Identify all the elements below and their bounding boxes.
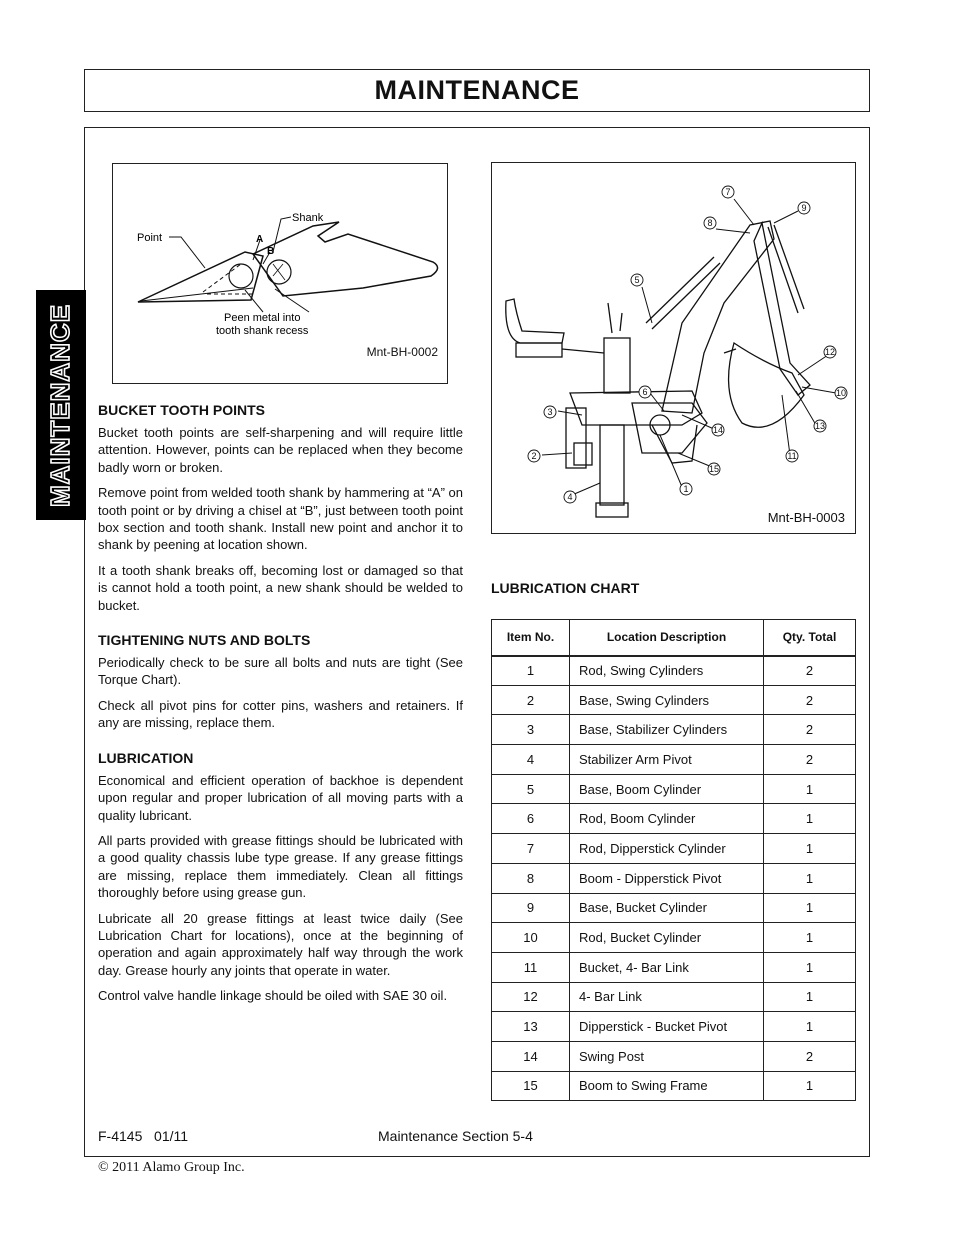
location-cell: Rod, Dipperstick Cylinder [570, 834, 764, 864]
page-title: MAINTENANCE [374, 75, 580, 105]
figure-id: Mnt-BH-0003 [767, 510, 845, 525]
callout-4: 4 [567, 492, 573, 502]
item-number-cell: 1 [492, 656, 570, 686]
item-number-cell: 5 [492, 774, 570, 804]
quantity-cell: 1 [764, 1012, 856, 1042]
paragraph: Periodically check to be sure all bolts and nuts are tight (See Torque Chart). [98, 655, 463, 688]
paragraph: Bucket tooth points are self-sharpening and will require little attention. However, points can be replaced when they become badly worn or broken. [98, 425, 463, 475]
lubrication-chart-title: LUBRICATION CHART [491, 580, 640, 596]
table-row [492, 685, 856, 715]
copyright: © 2011 Alamo Group Inc. [98, 1160, 245, 1175]
label-b: B [267, 246, 275, 257]
table-row [492, 1012, 856, 1042]
location-cell: Dipperstick - Bucket Pivot [570, 1012, 764, 1042]
location-cell: Base, Swing Cylinders [570, 685, 764, 715]
table-row [492, 1071, 856, 1101]
quantity-cell: 1 [764, 952, 856, 982]
section-heading-tightening: TIGHTENING NUTS AND BOLTS [98, 632, 311, 649]
location-cell: Bucket, 4- Bar Link [570, 952, 764, 982]
location-cell: Boom to Swing Frame [570, 1071, 764, 1101]
location-cell: 4- Bar Link [570, 982, 764, 1012]
lubrication-table [491, 619, 856, 1101]
table-row [492, 982, 856, 1012]
item-number-cell: 8 [492, 863, 570, 893]
callout-6: 6 [642, 387, 648, 397]
paragraph: Lubricate all 20 grease fittings at least twice daily (See Lubrication Chart for locations), once at the beginning of operation and again approximately half way through the work day. Grease hourly any joints that operate in water. [98, 910, 463, 978]
location-cell: Rod, Swing Cylinders [570, 656, 764, 686]
label-a: A [256, 234, 264, 245]
table-row [492, 863, 856, 893]
location-cell: Swing Post [570, 1041, 764, 1071]
paragraph: Control valve handle linkage should be oiled with SAE 30 oil. [98, 988, 448, 1004]
callout-8: 8 [707, 218, 713, 228]
paragraph: All parts provided with grease fittings should be lubricated with a good quality chassis lube type grease. If any grease fittings are missing, replace them immediately. Clean all fittings thoroughly before using grease gun. [98, 832, 463, 901]
label-peen-2: tooth shank recess [216, 325, 309, 337]
page-header [84, 69, 870, 112]
table-row [492, 656, 856, 686]
paragraph: Economical and efficient operation of backhoe is dependent upon regular and proper lubrication of all moving parts with a quality lubricant. [98, 772, 463, 823]
backhoe-diagram [492, 163, 857, 535]
tooth-figure [112, 163, 448, 384]
quantity-cell: 1 [764, 923, 856, 953]
section-heading-bucket-tooth: BUCKET TOOTH POINTS [98, 402, 265, 418]
quantity-cell: 2 [764, 715, 856, 745]
table-row [492, 952, 856, 982]
section-side-tab [36, 290, 86, 520]
column-header: Qty. Total [764, 620, 856, 656]
item-number-cell: 14 [492, 1041, 570, 1071]
item-number-cell: 10 [492, 923, 570, 953]
table-row [492, 834, 856, 864]
quantity-cell: 1 [764, 834, 856, 864]
paragraph: Remove point from welded tooth shank by hammering at “A” on tooth point or by driving a chisel at “B”, just between tooth point box section and tooth shank. Install new point and anchor it to shank by peening at location shown. [98, 485, 463, 553]
callout-11: 11 [787, 451, 797, 461]
callout-10: 10 [835, 388, 847, 398]
callout-9: 9 [801, 203, 807, 213]
left-column [98, 402, 463, 1013]
callout-13: 13 [814, 421, 826, 431]
callout-2: 2 [531, 451, 537, 461]
table-row [492, 893, 856, 923]
location-cell: Base, Bucket Cylinder [570, 893, 764, 923]
item-number-cell: 6 [492, 804, 570, 834]
quantity-cell: 1 [764, 1071, 856, 1101]
location-cell: Base, Stabilizer Cylinders [570, 715, 764, 745]
location-cell: Boom - Dipperstick Pivot [570, 863, 764, 893]
location-cell: Stabilizer Arm Pivot [570, 745, 764, 775]
callout-1: 1 [683, 484, 689, 494]
callout-7: 7 [725, 187, 731, 197]
item-number-cell: 7 [492, 834, 570, 864]
table-row [492, 1041, 856, 1071]
table-body [492, 656, 856, 1101]
document-code: F-4145 01/11 [98, 1128, 189, 1144]
item-number-cell: 3 [492, 715, 570, 745]
label-point: Point [137, 232, 163, 244]
figure-id: Mnt-BH-0002 [366, 345, 438, 359]
item-number-cell: 12 [492, 982, 570, 1012]
item-number-cell: 13 [492, 1012, 570, 1042]
column-header: Location Description [570, 620, 764, 656]
quantity-cell: 1 [764, 893, 856, 923]
label-shank: Shank [292, 212, 324, 224]
quantity-cell: 1 [764, 774, 856, 804]
table-row [492, 745, 856, 775]
table-header-row [492, 620, 856, 656]
column-header: Item No. [492, 620, 570, 656]
quantity-cell: 2 [764, 1041, 856, 1071]
backhoe-figure [491, 162, 856, 534]
table-row [492, 804, 856, 834]
quantity-cell: 2 [764, 745, 856, 775]
item-number-cell: 2 [492, 685, 570, 715]
callout-3: 3 [547, 407, 553, 417]
quantity-cell: 1 [764, 863, 856, 893]
location-cell: Base, Boom Cylinder [570, 774, 764, 804]
location-cell: Rod, Boom Cylinder [570, 804, 764, 834]
callout-14: 14 [712, 425, 724, 435]
label-peen-1: Peen metal into [224, 312, 301, 324]
item-number-cell: 11 [492, 952, 570, 982]
quantity-cell: 1 [764, 982, 856, 1012]
section-label: Maintenance Section 5-4 [378, 1128, 533, 1144]
paragraph: It a tooth shank breaks off, becoming lost or damaged so that is cannot hold a tooth point, a new shank should be welded to bucket. [98, 562, 463, 613]
callout-12: 12 [824, 347, 836, 357]
table-row [492, 715, 856, 745]
section-heading-lubrication: LUBRICATION [98, 749, 194, 766]
item-number-cell: 4 [492, 745, 570, 775]
callout-5: 5 [634, 275, 640, 285]
item-number-cell: 9 [492, 893, 570, 923]
paragraph: Check all pivot pins for cotter pins, washers and retainers. If any are missing, replace them. [98, 697, 463, 731]
location-cell: Rod, Bucket Cylinder [570, 923, 764, 953]
item-number-cell: 15 [492, 1071, 570, 1101]
quantity-cell: 2 [764, 656, 856, 686]
quantity-cell: 2 [764, 685, 856, 715]
side-tab-label: MAINTENANCE [45, 303, 76, 507]
table-row [492, 774, 856, 804]
table-row [492, 923, 856, 953]
callout-15: 15 [708, 464, 720, 474]
quantity-cell: 1 [764, 804, 856, 834]
